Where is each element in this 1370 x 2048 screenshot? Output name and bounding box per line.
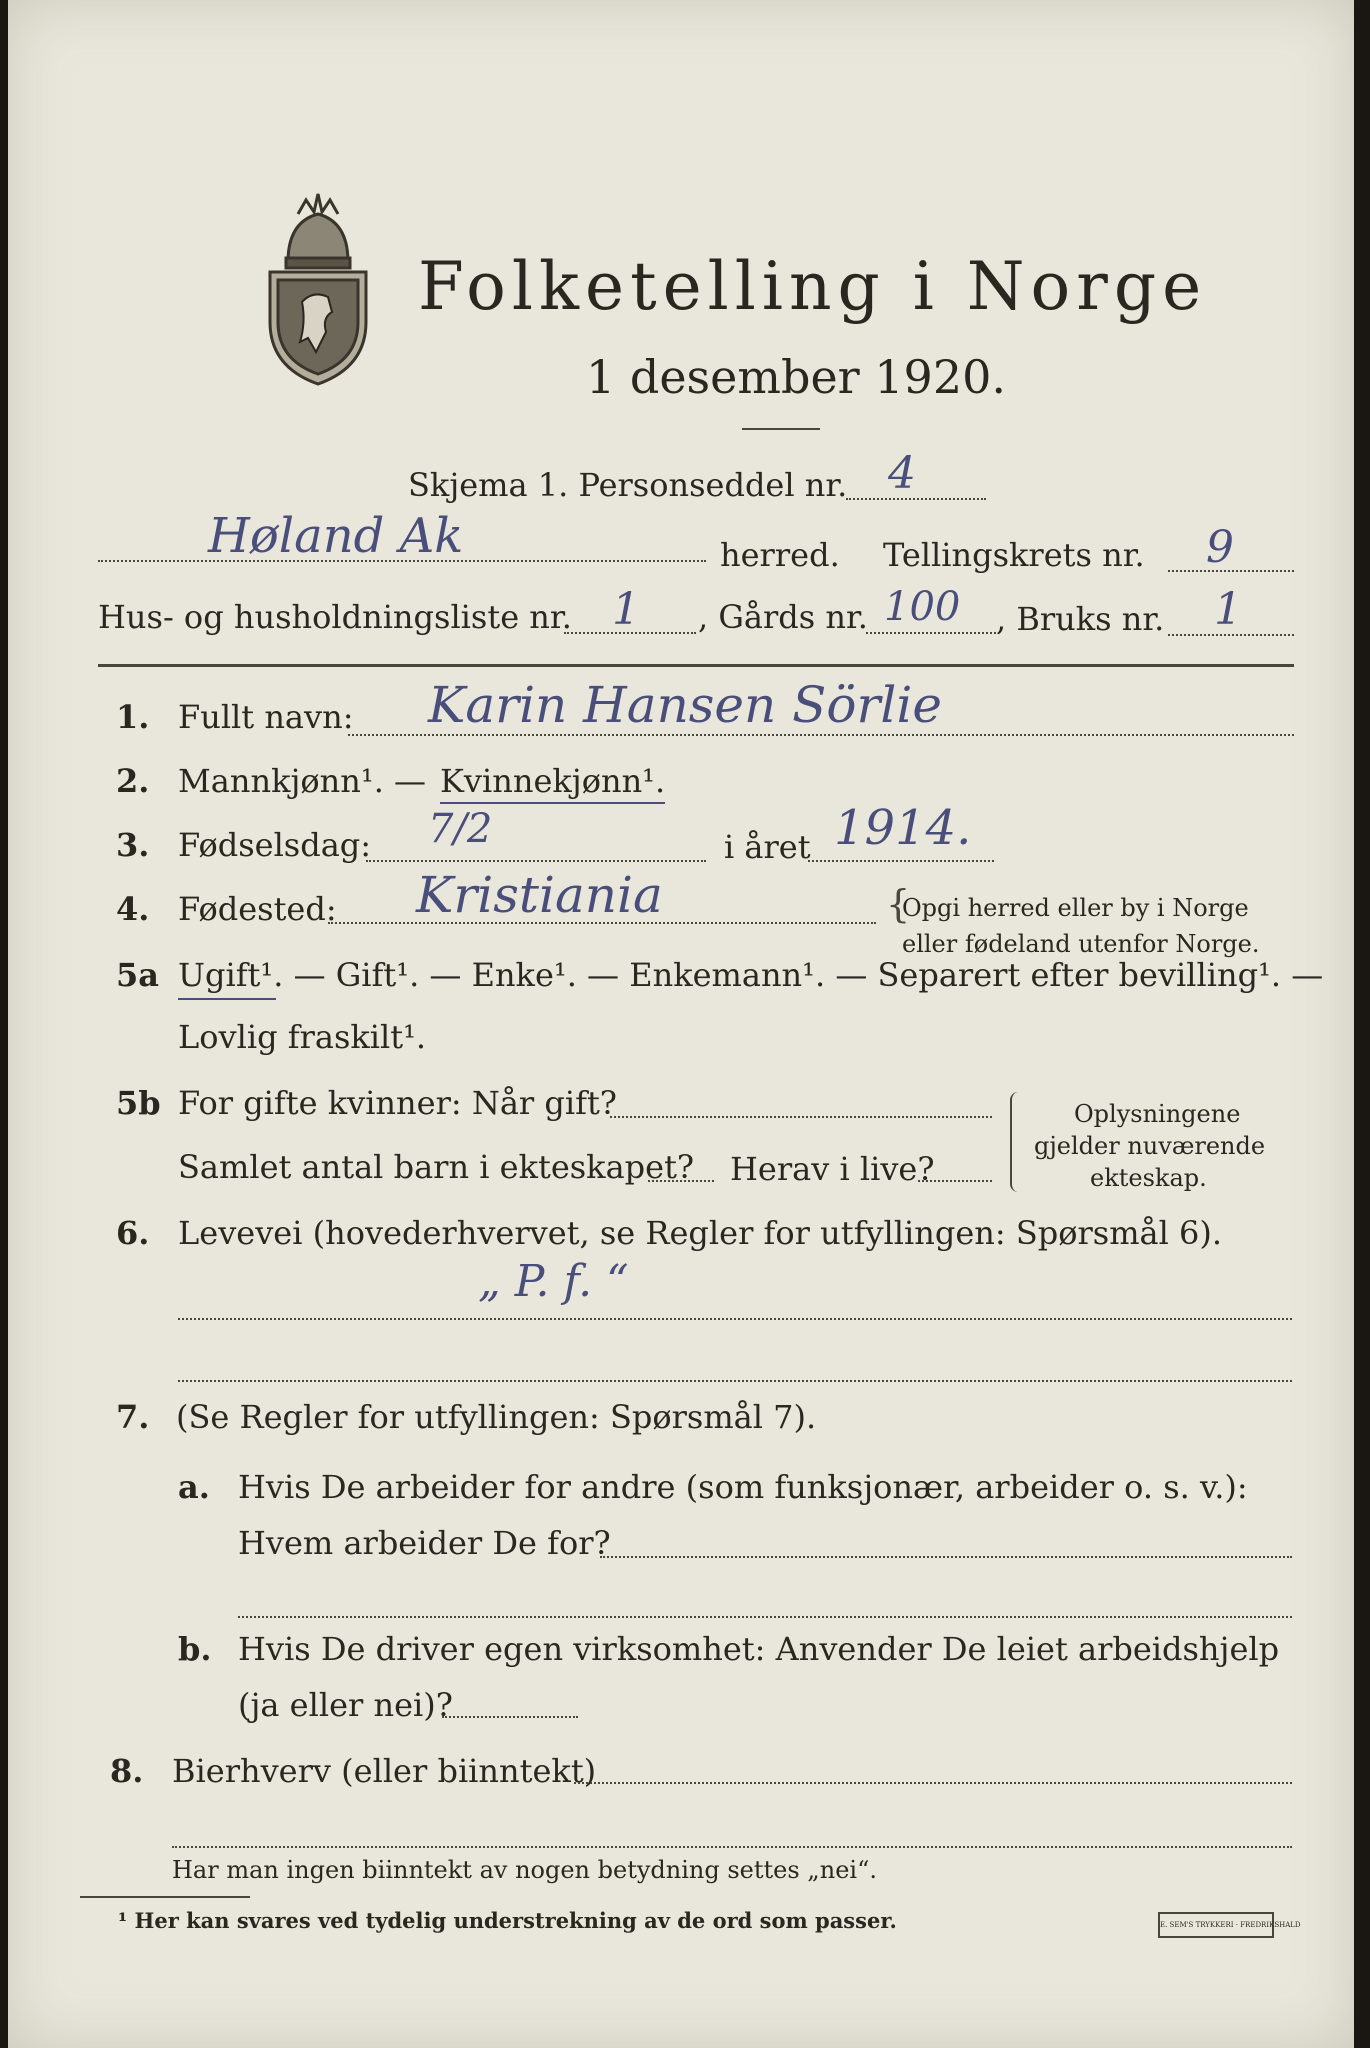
fodselsdag-label: Fødselsdag:	[178, 826, 372, 864]
tellingskrets-value: 9	[1206, 522, 1234, 573]
herav-i-live-label: Herav i live?	[730, 1150, 935, 1188]
hvem-arbeider-label: Hvem arbeider De for?	[238, 1524, 611, 1562]
personseddel-field[interactable]	[846, 498, 986, 500]
lovlig-fraskilt-label: Lovlig fraskilt¹.	[178, 1018, 427, 1056]
ekteskap-note-line2: gjelder nuværende	[1034, 1132, 1266, 1160]
nar-gift-label: For gifte kvinner: Når gift?	[178, 1084, 617, 1122]
fodested-note-line2: eller fødeland utenfor Norge.	[902, 930, 1260, 958]
levevei-label: Levevei (hovederhvervet, se Regler for utfyllingen: Spørsmål 6).	[178, 1214, 1223, 1252]
footnote-rule	[80, 1896, 250, 1898]
hvem-arbeider-field-2[interactable]	[238, 1616, 1292, 1618]
fodselsdag-value: 7/2	[428, 806, 493, 852]
q8-number: 8.	[110, 1752, 144, 1790]
year-label: i året	[724, 828, 811, 866]
kvinnekjonn-label: Kvinnekjønn¹.	[440, 762, 665, 804]
herav-i-live-field[interactable]	[918, 1180, 992, 1182]
gards-value: 100	[884, 584, 961, 630]
fullt-navn-value: Karin Hansen Sörlie	[428, 676, 942, 734]
herred-label: herred.	[720, 536, 840, 574]
sivilstand-options: Ugift¹. — Gift¹. — Enke¹. — Enkemann¹. — Separert efter bevilling¹. —	[178, 956, 1324, 994]
fodested-note-line1: Opgi herred eller by i Norge	[902, 894, 1249, 922]
q6-number: 6.	[116, 1214, 150, 1252]
antal-barn-label: Samlet antal barn i ekteskapet?	[178, 1148, 695, 1186]
q1-number: 1.	[116, 698, 150, 736]
q5a-number: 5a	[116, 956, 159, 994]
gards-label: , Gårds nr.	[698, 598, 868, 636]
printer-stamp: E. SEM'S TRYKKERI · FREDRIKSHALD	[1158, 1912, 1274, 1938]
year-value: 1914.	[834, 800, 972, 856]
q7b-letter: b.	[178, 1630, 212, 1668]
nar-gift-field[interactable]	[610, 1116, 992, 1118]
antal-barn-field[interactable]	[648, 1180, 714, 1182]
census-form-page	[8, 0, 1354, 2048]
hvem-arbeider-field[interactable]	[600, 1556, 1292, 1558]
form-title: Folketelling i Norge	[418, 248, 1208, 325]
q2-number: 2.	[116, 762, 150, 800]
herred-value: Høland Ak	[208, 508, 464, 564]
bierhverv-label: Bierhverv (eller biinntekt)	[172, 1752, 597, 1790]
skjema-label: Skjema 1. Personseddel nr.	[408, 466, 848, 504]
ja-nei-label: (ja eller nei)?	[238, 1686, 453, 1724]
fodselsdag-field[interactable]	[366, 860, 706, 862]
fodested-value: Kristiania	[416, 866, 663, 924]
q7-number: 7.	[116, 1398, 150, 1436]
title-rule	[742, 428, 820, 430]
levevei-field-1[interactable]	[178, 1318, 1292, 1320]
gards-field[interactable]	[866, 632, 996, 634]
year-field[interactable]	[808, 860, 994, 862]
bierhverv-field-2[interactable]	[172, 1846, 1292, 1848]
fullt-navn-field[interactable]	[348, 734, 1294, 736]
norwegian-coat-of-arms-icon	[258, 192, 378, 387]
personseddel-value: 4	[888, 448, 916, 499]
q7b-question: Hvis De driver egen virksomhet: Anvender De leiet arbeidshjelp	[238, 1630, 1280, 1668]
footnote: ¹ Her kan svares ved tydelig understrekning av de ord som passer.	[118, 1908, 897, 1933]
fullt-navn-label: Fullt navn:	[178, 698, 354, 736]
bierhverv-field[interactable]	[574, 1782, 1292, 1784]
husliste-label: Hus- og husholdningsliste nr.	[98, 598, 572, 636]
fodested-label: Fødested:	[178, 890, 337, 928]
ja-nei-field[interactable]	[442, 1716, 578, 1718]
ekteskap-note-line1: Oplysningene	[1074, 1100, 1241, 1128]
ekteskap-note-bracket	[1010, 1092, 1018, 1192]
fodested-note-brace: {	[886, 882, 911, 926]
q3-number: 3.	[116, 826, 150, 864]
q7a-question: Hvis De arbeider for andre (som funksjonær, arbeider o. s. v.):	[238, 1468, 1248, 1506]
q7a-letter: a.	[178, 1468, 210, 1506]
biinntekt-note: Har man ingen biinntekt av nogen betydning settes „nei“.	[172, 1856, 877, 1884]
form-date: 1 desember 1920.	[586, 350, 1006, 404]
ugift-underline	[178, 998, 276, 1000]
levevei-value: „ P. f. “	[478, 1256, 629, 1307]
q4-number: 4.	[116, 890, 150, 928]
levevei-field-2[interactable]	[178, 1380, 1292, 1382]
bruks-label: , Bruks nr.	[996, 600, 1165, 638]
q5b-number: 5b	[116, 1084, 161, 1122]
q7-label: (Se Regler for utfyllingen: Spørsmål 7).	[176, 1398, 817, 1436]
tellingskrets-label: Tellingskrets nr.	[883, 536, 1145, 574]
husliste-value: 1	[612, 584, 640, 635]
bruks-value: 1	[1214, 584, 1242, 635]
header-divider	[98, 664, 1294, 667]
mannkjonn-label: Mannkjønn¹. —	[178, 762, 427, 800]
ekteskap-note-line3: ekteskap.	[1090, 1164, 1207, 1192]
